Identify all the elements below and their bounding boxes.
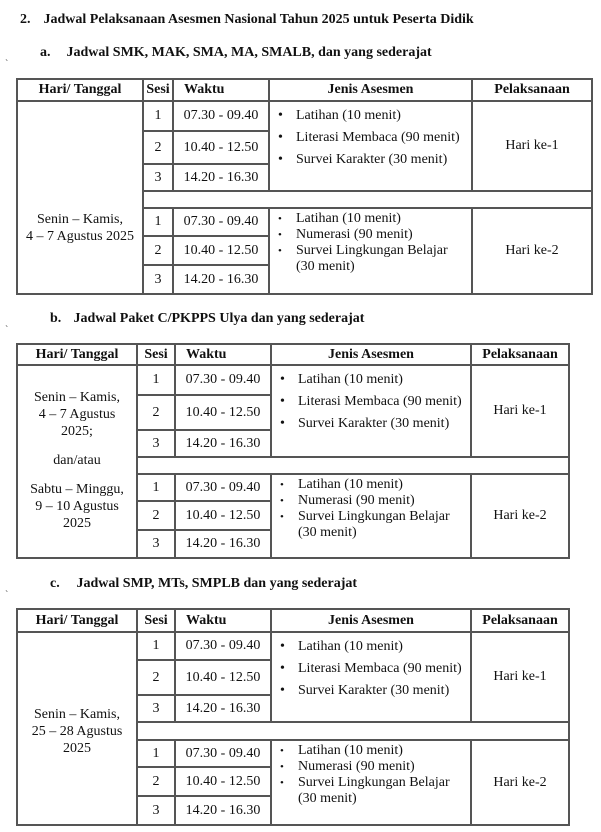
sesi-cell: 2 xyxy=(137,501,175,530)
bullet-icon: • xyxy=(278,245,282,257)
waktu-cell: 14.20 - 16.30 xyxy=(175,796,271,825)
subsection-letter: a. xyxy=(40,45,51,60)
stray-mark: ` xyxy=(5,590,9,601)
hari-line: 4 – 7 Agustus xyxy=(38,407,116,422)
waktu-cell: 07.30 - 09.40 xyxy=(175,632,271,660)
asesmen-list xyxy=(272,636,470,702)
jenis-asesmen-cell xyxy=(271,740,471,825)
pelaksanaan-cell: Hari ke-1 xyxy=(472,101,592,191)
header-pelaksanaan: Pelaksanaan xyxy=(472,79,592,101)
sesi-cell: 2 xyxy=(137,395,175,430)
waktu-cell: 07.30 - 09.40 xyxy=(173,101,269,131)
header-hari-tanggal: Hari/ Tanggal xyxy=(17,609,137,632)
hari-line: 2025; xyxy=(61,424,93,439)
schedule-table-b xyxy=(16,343,570,559)
header-waktu: Waktu xyxy=(173,79,269,101)
bullet-icon: • xyxy=(280,511,284,523)
hari-line: 9 – 10 Agustus xyxy=(35,499,119,514)
header-hari-tanggal: Hari/ Tanggal xyxy=(17,344,137,365)
list-item: • Literasi Membaca (90 menit) xyxy=(272,391,470,413)
hari-tanggal-cell xyxy=(17,632,137,825)
sesi-cell: 1 xyxy=(137,632,175,660)
sesi-cell: 2 xyxy=(143,236,173,265)
asesmen-list xyxy=(272,743,470,807)
sesi-cell: 2 xyxy=(137,767,175,796)
list-item: • Survei Karakter (30 menit) xyxy=(270,149,471,171)
bullet-icon: • xyxy=(280,661,285,676)
sesi-cell: 3 xyxy=(137,796,175,825)
list-item: • Latihan (10 menit) xyxy=(280,477,403,492)
table-header-row xyxy=(17,344,569,365)
pelaksanaan-cell: Hari ke-2 xyxy=(471,474,569,558)
subsection-c-heading xyxy=(50,576,357,592)
header-jenis-asesmen: Jenis Asesmen xyxy=(271,609,471,632)
list-item: • Survei Lingkungan Belajar (30 menit) xyxy=(280,775,450,806)
pelaksanaan-cell: Hari ke-1 xyxy=(471,365,569,457)
jenis-asesmen-cell xyxy=(269,208,472,294)
list-item: • Latihan (10 menit) xyxy=(280,743,403,758)
list-item: • Survei Karakter (30 menit) xyxy=(272,680,470,702)
sesi-cell: 3 xyxy=(137,695,175,722)
hari-line: Senin – Kamis, xyxy=(37,211,123,227)
header-hari-tanggal: Hari/ Tanggal xyxy=(17,79,143,101)
header-jenis-asesmen: Jenis Asesmen xyxy=(269,79,472,101)
jenis-asesmen-cell xyxy=(269,101,472,191)
hari-line: Senin – Kamis, xyxy=(34,390,120,405)
header-sesi: Sesi xyxy=(143,79,173,101)
sesi-cell: 3 xyxy=(137,430,175,457)
bullet-icon: • xyxy=(280,495,284,507)
asesmen-list xyxy=(272,369,470,435)
sesi-cell: 1 xyxy=(143,208,173,236)
hari-line: 25 – 28 Agustus xyxy=(31,724,123,739)
waktu-cell: 07.30 - 09.40 xyxy=(175,474,271,501)
subsection-a-heading xyxy=(40,45,432,61)
list-item: • Latihan (10 menit) xyxy=(270,105,471,127)
table-header-row xyxy=(17,79,592,101)
bullet-icon: • xyxy=(278,108,283,123)
header-sesi: Sesi xyxy=(137,344,175,365)
waktu-cell: 14.20 - 16.30 xyxy=(173,164,269,191)
section-number: 2. xyxy=(20,12,31,27)
subsection-title: Jadwal SMK, MAK, SMA, MA, SMALB, dan yang sederajat xyxy=(66,45,432,60)
bullet-icon: • xyxy=(280,777,284,789)
section-title: Jadwal Pelaksanaan Asesmen Nasional Tahun 2025 untuk Peserta Didik xyxy=(43,12,474,27)
subsection-title: Jadwal Paket C/PKPPS Ulya dan yang sederajat xyxy=(73,311,365,326)
waktu-cell: 10.40 - 12.50 xyxy=(173,131,269,164)
bullet-icon: • xyxy=(280,479,284,491)
sesi-cell: 1 xyxy=(137,365,175,395)
list-item: • Latihan (10 menit) xyxy=(272,636,470,658)
pelaksanaan-cell: Hari ke-2 xyxy=(471,740,569,825)
sesi-cell: 3 xyxy=(137,530,175,558)
hari-tanggal-cell xyxy=(17,365,137,558)
section-heading xyxy=(20,12,474,28)
list-item: • Numerasi (90 menit) xyxy=(280,493,415,508)
asesmen-list xyxy=(270,211,471,275)
header-waktu: Waktu xyxy=(175,609,271,632)
bullet-icon: • xyxy=(278,152,283,167)
subsection-title: Jadwal SMP, MTs, SMPLB dan yang sederajat xyxy=(76,576,358,591)
subsection-b-heading xyxy=(50,311,364,327)
bullet-icon: • xyxy=(280,372,285,387)
spacer-cell xyxy=(137,722,569,740)
header-jenis-asesmen: Jenis Asesmen xyxy=(271,344,471,365)
list-item: • Literasi Membaca (90 menit) xyxy=(272,658,470,680)
pelaksanaan-cell: Hari ke-2 xyxy=(472,208,592,294)
schedule-table-a xyxy=(16,78,593,295)
sesi-cell: 3 xyxy=(143,164,173,191)
waktu-cell: 10.40 - 12.50 xyxy=(173,236,269,265)
waktu-cell: 10.40 - 12.50 xyxy=(175,501,271,530)
hari-line: 4 – 7 Agustus 2025 xyxy=(25,228,135,244)
bullet-icon: • xyxy=(280,639,285,654)
asesmen-list xyxy=(272,477,470,541)
bullet-icon: • xyxy=(280,416,285,431)
waktu-cell: 10.40 - 12.50 xyxy=(175,395,271,430)
waktu-cell: 07.30 - 09.40 xyxy=(175,740,271,767)
sesi-cell: 3 xyxy=(143,265,173,294)
spacer-cell xyxy=(143,191,592,208)
pelaksanaan-cell: Hari ke-1 xyxy=(471,632,569,722)
header-waktu: Waktu xyxy=(175,344,271,365)
list-item: • Numerasi (90 menit) xyxy=(278,227,413,242)
waktu-cell: 14.20 - 16.30 xyxy=(173,265,269,294)
jenis-asesmen-cell xyxy=(271,632,471,722)
bullet-icon: • xyxy=(280,683,285,698)
stray-mark: ` xyxy=(5,325,9,336)
table-row xyxy=(17,101,592,131)
bullet-icon: • xyxy=(280,394,285,409)
waktu-cell: 14.20 - 16.30 xyxy=(175,695,271,722)
waktu-cell: 14.20 - 16.30 xyxy=(175,530,271,558)
waktu-cell: 14.20 - 16.30 xyxy=(175,430,271,457)
subsection-letter: c. xyxy=(50,576,60,591)
list-item: • Numerasi (90 menit) xyxy=(280,759,415,774)
list-item: • Survei Lingkungan Belajar (30 menit) xyxy=(280,509,450,540)
spacer-cell xyxy=(137,457,569,474)
stray-mark: ` xyxy=(5,59,9,70)
list-item: • Survei Lingkungan Belajar (30 menit) xyxy=(278,243,448,274)
hari-tanggal-cell xyxy=(17,101,143,294)
hari-connector: dan/atau xyxy=(53,453,101,468)
waktu-cell: 07.30 - 09.40 xyxy=(175,365,271,395)
sesi-cell: 1 xyxy=(137,474,175,501)
bullet-icon: • xyxy=(278,229,282,241)
jenis-asesmen-cell xyxy=(271,474,471,558)
waktu-cell: 07.30 - 09.40 xyxy=(173,208,269,236)
header-pelaksanaan: Pelaksanaan xyxy=(471,609,569,632)
waktu-cell: 10.40 - 12.50 xyxy=(175,660,271,695)
bullet-icon: • xyxy=(278,130,283,145)
list-item: • Latihan (10 menit) xyxy=(278,211,401,226)
header-sesi: Sesi xyxy=(137,609,175,632)
bullet-icon: • xyxy=(278,213,282,225)
hari-line: 2025 xyxy=(63,741,91,756)
hari-line: 2025 xyxy=(63,516,91,531)
hari-line: Senin – Kamis, xyxy=(34,707,120,722)
list-item: • Latihan (10 menit) xyxy=(272,369,470,391)
asesmen-list xyxy=(270,105,471,171)
jenis-asesmen-cell xyxy=(271,365,471,457)
waktu-cell: 10.40 - 12.50 xyxy=(175,767,271,796)
table-row xyxy=(17,632,569,660)
bullet-icon: • xyxy=(280,761,284,773)
subsection-letter: b. xyxy=(50,311,62,326)
list-item: • Literasi Membaca (90 menit) xyxy=(270,127,471,149)
schedule-table-c xyxy=(16,608,570,826)
table-row xyxy=(17,365,569,395)
sesi-cell: 1 xyxy=(143,101,173,131)
header-pelaksanaan: Pelaksanaan xyxy=(471,344,569,365)
sesi-cell: 2 xyxy=(143,131,173,164)
sesi-cell: 1 xyxy=(137,740,175,767)
hari-line: Sabtu – Minggu, xyxy=(30,482,124,497)
bullet-icon: • xyxy=(280,745,284,757)
sesi-cell: 2 xyxy=(137,660,175,695)
list-item: • Survei Karakter (30 menit) xyxy=(272,413,470,435)
table-header-row xyxy=(17,609,569,632)
